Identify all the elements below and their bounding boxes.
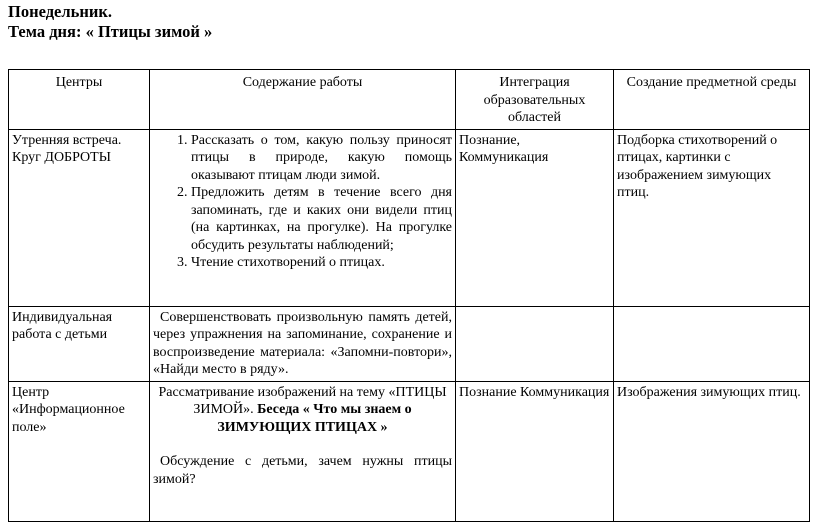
theme-title: Тема дня: « Птицы зимой » [8,22,213,41]
row-environment-cell [614,306,810,381]
content-text: Рассматривание изображений на тему «ПТИЦЫ ЗИМОЙ». [158,384,447,417]
row-environment-cell: Изображения зимующих птиц. [614,381,810,521]
column-header-environment: Создание предметной среды [614,70,810,130]
row-content-cell [150,129,456,306]
column-header-centers: Центры [9,70,150,130]
row-content-cell: Совершенствовать произвольную память детей, через упражнения на запоминание, сохранение и воспроизведение материала: «Запомни-повтори», «Найди место в ряду». [150,306,456,381]
table-row [9,306,810,381]
content-paragraph [153,384,452,437]
table-row [9,381,810,521]
paragraph-spacer [153,436,452,453]
row-integration-cell [456,306,614,381]
list-item: 2. Предложить детям в течение всего дня запоминать, где и каких они видели птиц (на картинках, на прогулке). На прогулке обсудить результаты наблюдений; [191,184,452,254]
table-header-row [9,70,810,130]
column-header-content: Содержание работы [150,70,456,130]
list-item: 1. Рассказать о том, какую пользу приносят птицы в природе, какую помощь оказывают птицам люди зимой. [191,132,452,185]
plan-table [8,69,810,522]
content-list [153,132,452,272]
row-center-cell: Индивидуальная работа с детьми [9,306,150,381]
row-integration-cell: Познание Коммуникация [456,381,614,521]
column-header-integration: Интеграция образовательных областей [456,70,614,130]
list-item: 3. Чтение стихотворений о птицах. [191,254,452,272]
row-center-cell: Центр «Информационное поле» [9,381,150,521]
content-paragraph: Обсуждение с детьми, зачем нужны птицы зимой? [153,454,452,487]
row-content-cell [150,381,456,521]
row-environment-cell: Подборка стихотворений о птицах, картинки с изображением зимующих птиц. [614,129,810,306]
row-integration-cell: Познание, Коммуникация [456,129,614,306]
table-row [9,129,810,306]
row-center-cell: Утренняя встреча. Круг ДОБРОТЫ [9,129,150,306]
day-title: Понедельник. [8,2,112,21]
content-bold-text: Беседа « Что мы знаем о ЗИМУЮЩИХ ПТИЦАХ » [217,402,412,435]
